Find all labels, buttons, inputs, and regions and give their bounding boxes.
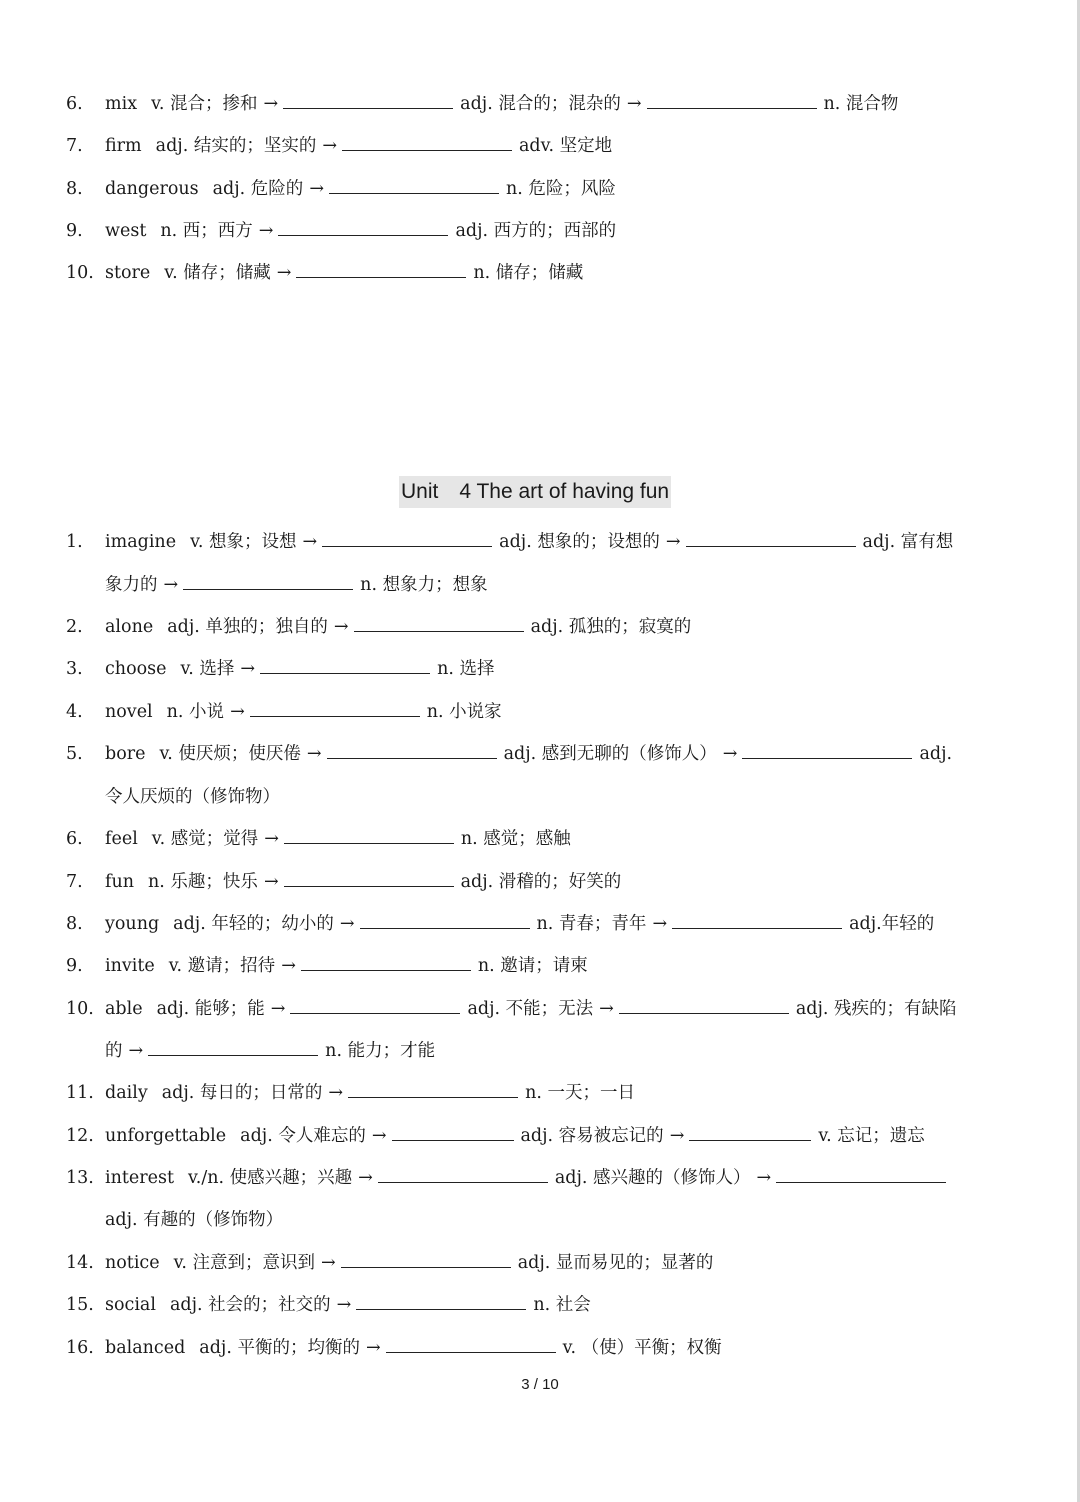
list-item: 11. daily adj. 每日的；日常的 → n. 一天；一日	[66, 1083, 635, 1103]
word: unforgettable	[105, 1126, 227, 1146]
answer-blank[interactable]	[342, 134, 512, 151]
list-item: 5. bore v. 使厌烦；使厌倦 → adj. 感到无聊的（修饰人） → adj.	[66, 744, 953, 764]
unit-title: Unit 4 The art of having fun	[399, 476, 671, 508]
arrow-icon: →	[328, 1083, 344, 1103]
answer-blank[interactable]	[378, 1166, 548, 1183]
word: mix	[105, 94, 138, 114]
word: fun	[105, 872, 135, 892]
arrow-icon: →	[756, 1168, 772, 1188]
arrow-icon: →	[599, 999, 614, 1019]
answer-blank[interactable]	[392, 1124, 514, 1141]
word: choose	[105, 659, 167, 679]
list-item: 10. store v. 储存；储藏 → n. 储存；储藏	[66, 263, 584, 283]
word: west	[105, 221, 147, 241]
word: novel	[105, 702, 153, 722]
word: alone	[105, 617, 154, 637]
list-item: 12. unforgettable adj. 令人难忘的 → adj. 容易被忘记的 → v. 忘记；遗忘	[66, 1126, 925, 1146]
word: able	[105, 999, 143, 1019]
list-item: 6. feel v. 感觉；觉得 → n. 感觉；感触	[66, 829, 571, 849]
arrow-icon: →	[371, 1126, 387, 1146]
arrow-icon: →	[270, 999, 286, 1019]
arrow-icon: →	[258, 221, 274, 241]
list-item: 14. notice v. 注意到；意识到 → adj. 显而易见的；显著的	[66, 1253, 714, 1273]
arrow-icon: →	[163, 575, 179, 595]
answer-blank[interactable]	[296, 261, 466, 278]
answer-blank[interactable]	[322, 530, 492, 547]
answer-blank[interactable]	[348, 1081, 518, 1098]
answer-blank[interactable]	[776, 1166, 946, 1183]
word: bore	[105, 744, 146, 764]
arrow-icon: →	[339, 914, 355, 934]
answer-blank[interactable]	[284, 827, 454, 844]
list-item: 4. novel n. 小说 → n. 小说家	[66, 702, 502, 722]
arrow-icon: →	[626, 94, 642, 114]
arrow-icon: →	[302, 532, 318, 552]
answer-blank[interactable]	[329, 177, 499, 194]
list-item: 16. balanced adj. 平衡的；均衡的 → v. （使）平衡；权衡	[66, 1338, 722, 1358]
answer-blank[interactable]	[327, 742, 497, 759]
list-item: 7. fun n. 乐趣；快乐 → adj. 滑稽的；好笑的	[66, 872, 622, 892]
word: firm	[105, 136, 142, 156]
list-item: 1. imagine v. 想象；设想 → adj. 想象的；设想的 → adj. 富有想	[66, 532, 954, 552]
answer-blank[interactable]	[354, 615, 524, 632]
answer-blank[interactable]	[672, 912, 842, 929]
list-item: 7. firm adj. 结实的；坚实的 → adv. 坚定地	[66, 136, 613, 156]
list-item-continuation: adj. 有趣的（修饰物）	[105, 1210, 284, 1230]
page-number: 3 / 10	[521, 1376, 559, 1393]
answer-blank[interactable]	[619, 997, 789, 1014]
arrow-icon: →	[263, 872, 279, 892]
word: social	[105, 1295, 156, 1315]
answer-blank[interactable]	[250, 700, 420, 717]
answer-blank[interactable]	[278, 219, 448, 236]
arrow-icon: →	[276, 263, 292, 283]
arrow-icon: →	[309, 179, 324, 199]
arrow-icon: →	[365, 1338, 381, 1358]
answer-blank[interactable]	[183, 573, 353, 590]
answer-blank[interactable]	[290, 997, 460, 1014]
answer-blank[interactable]	[301, 954, 471, 971]
list-item-continuation: 令人厌烦的（修饰物）	[105, 787, 280, 807]
word: store	[105, 263, 151, 283]
word: interest	[105, 1168, 174, 1188]
answer-blank[interactable]	[742, 742, 912, 759]
list-item: 3. choose v. 选择 → n. 选择	[66, 659, 495, 679]
arrow-icon: →	[358, 1168, 373, 1188]
answer-blank[interactable]	[356, 1293, 526, 1310]
answer-blank[interactable]	[284, 870, 454, 887]
answer-blank[interactable]	[360, 912, 530, 929]
list-item: 10. able adj. 能够；能 → adj. 不能；无法 → adj. 残疾的；有缺陷	[66, 999, 957, 1019]
word: imagine	[105, 532, 177, 552]
list-item: 9. west n. 西；西方 → adj. 西方的；西部的	[66, 221, 617, 241]
arrow-icon: →	[333, 617, 349, 637]
word: daily	[105, 1083, 148, 1103]
arrow-icon: →	[336, 1295, 352, 1315]
list-item: 13. interest v./n. 使感兴趣；兴趣 → adj. 感兴趣的（修饰人） →	[66, 1166, 1040, 1190]
arrow-icon: →	[665, 532, 681, 552]
answer-blank[interactable]	[689, 1124, 811, 1141]
word: feel	[105, 829, 138, 849]
list-item-continuation: 的 → n. 能力；才能	[105, 1041, 436, 1061]
arrow-icon: →	[128, 1041, 144, 1061]
answer-blank[interactable]	[260, 657, 430, 674]
arrow-icon: →	[669, 1126, 685, 1146]
word: invite	[105, 956, 155, 976]
list-item-continuation: 象力的 → n. 想象力；想象	[105, 575, 488, 595]
list-item: 6. mix v. 混合；掺和 → adj. 混合的；混杂的 → n. 混合物	[66, 94, 899, 114]
list-item: 8. young adj. 年轻的；幼小的 → n. 青春；青年 → adj.年轻的	[66, 914, 935, 934]
arrow-icon: →	[322, 136, 337, 156]
answer-blank[interactable]	[283, 92, 453, 109]
answer-blank[interactable]	[386, 1336, 556, 1353]
list-item: 8. dangerous adj. 危险的 → n. 危险；风险	[66, 179, 616, 199]
arrow-icon: →	[722, 744, 738, 764]
arrow-icon: →	[652, 914, 668, 934]
arrow-icon: →	[263, 94, 279, 114]
arrow-icon: →	[264, 829, 279, 849]
arrow-icon: →	[306, 744, 322, 764]
answer-blank[interactable]	[341, 1251, 511, 1268]
list-item: 15. social adj. 社会的；社交的 → n. 社会	[66, 1295, 591, 1315]
answer-blank[interactable]	[148, 1039, 318, 1056]
word: dangerous	[105, 179, 199, 199]
word: young	[105, 914, 160, 934]
arrow-icon: →	[230, 702, 245, 722]
arrow-icon: →	[321, 1253, 336, 1273]
answer-blank[interactable]	[647, 92, 817, 109]
arrow-icon: →	[240, 659, 256, 679]
answer-blank[interactable]	[686, 530, 856, 547]
list-item: 9. invite v. 邀请；招待 → n. 邀请；请柬	[66, 956, 588, 976]
word: notice	[105, 1253, 160, 1273]
arrow-icon: →	[281, 956, 296, 976]
list-item: 2. alone adj. 单独的；独自的 → adj. 孤独的；寂寞的	[66, 617, 692, 637]
word: balanced	[105, 1338, 186, 1358]
